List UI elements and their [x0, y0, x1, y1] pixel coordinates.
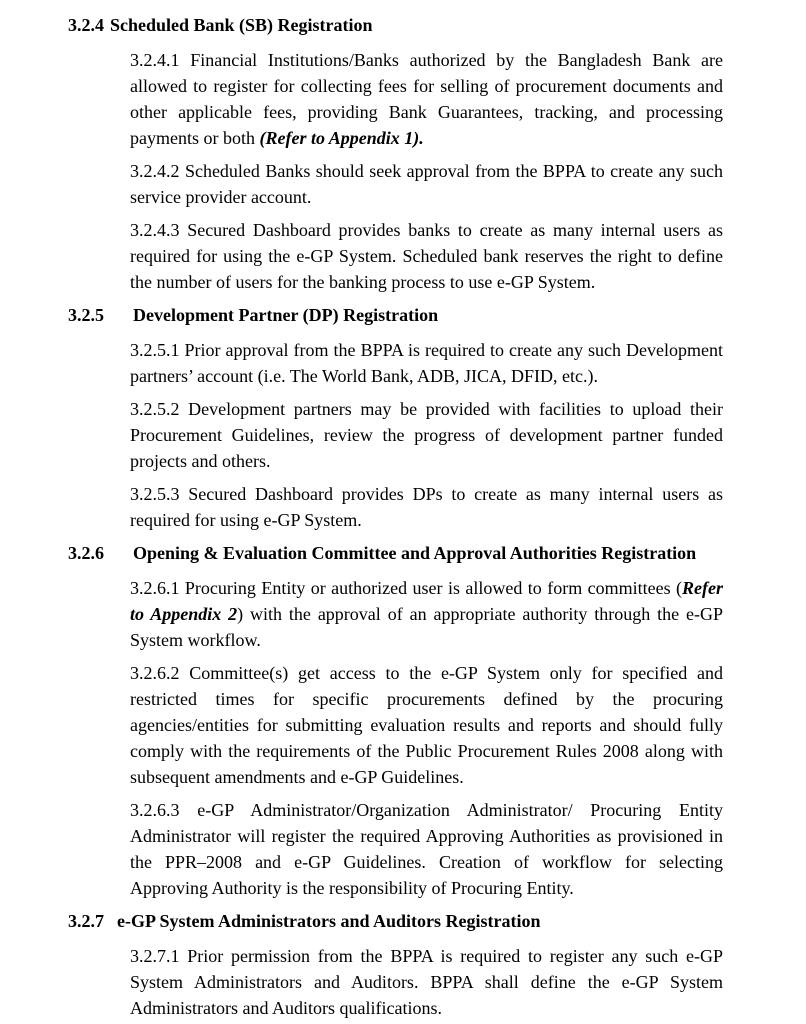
paragraph-text: 3.2.6.2 Committee(s) get access to the e-GP System only for specified and restricted times for specific procurements defined by the procuring agencies/entities for submitting evaluation results and reports and should fully comply with the requirements of the Public Procurement Rules 2008 along with subsequent amendments and e-GP Guidelines.	[130, 663, 723, 787]
section-heading	[68, 540, 723, 566]
section-number: 3.2.5	[68, 305, 104, 325]
section-title: Scheduled Bank (SB) Registration	[110, 15, 373, 35]
paragraph-text: 3.2.5.2 Development partners may be provided with facilities to upload their Procurement Guidelines, review the progress of development partner funded projects and others.	[130, 399, 723, 471]
section-title: e-GP System Administrators and Auditors Registration	[117, 911, 541, 931]
paragraph	[130, 943, 723, 1021]
paragraph-text: 3.2.6.3 e-GP Administrator/Organization Administrator/ Procuring Entity Administrator will register the required Approving Authorities as provisioned in the PPR–2008 and e-GP Guidelines. Creation of workflow for selecting Approving Authority is the responsibility of Procuring Entity.	[130, 800, 723, 898]
paragraph	[130, 396, 723, 474]
paragraph-text: 3.2.6.1 Procuring Entity or authorized user is allowed to form committees (	[130, 578, 683, 598]
section-heading	[68, 908, 723, 934]
paragraph	[130, 660, 723, 790]
section-title: Development Partner (DP) Registration	[133, 305, 439, 325]
paragraph	[130, 481, 723, 533]
paragraph-text: 3.2.5.1 Prior approval from the BPPA is required to create any such Development partners’ account (i.e. The World Bank, ADB, JICA, DFID, etc.).	[130, 340, 723, 386]
section-heading	[68, 12, 723, 38]
paragraph	[130, 158, 723, 210]
section-title: Opening & Evaluation Committee and Approval Authorities Registration	[133, 543, 697, 563]
paragraph-emphasis: Refer to Appendix 2	[130, 578, 723, 624]
section-3-2-7	[68, 908, 723, 1021]
paragraph-text: 3.2.5.3 Secured Dashboard provides DPs to create as many internal users as required for using e-GP System.	[130, 484, 723, 530]
section-3-2-4	[68, 12, 723, 295]
paragraph-text: 3.2.4.1 Financial Institutions/Banks authorized by the Bangladesh Bank are allowed to register for collecting fees for selling of procurement documents and other applicable fees, providing Bank Guarantees, tracking, and processing payments or both	[130, 50, 723, 148]
paragraph	[130, 797, 723, 901]
paragraph	[130, 217, 723, 295]
paragraph	[130, 575, 723, 653]
paragraph-text: 3.2.4.2 Scheduled Banks should seek approval from the BPPA to create any such service provider account.	[130, 161, 723, 207]
paragraph	[130, 47, 723, 151]
paragraph	[130, 337, 723, 389]
section-number: 3.2.4	[68, 15, 104, 35]
section-3-2-5	[68, 302, 723, 533]
paragraph-text: 3.2.4.3 Secured Dashboard provides banks to create as many internal users as required for using the e-GP System. Scheduled bank reserves the right to define the number of users for the banking process to use e-GP System.	[130, 220, 723, 292]
section-3-2-6	[68, 540, 723, 901]
section-number: 3.2.7	[68, 911, 104, 931]
paragraph-text: ) with the approval of an appropriate authority through the e-GP System workflow.	[130, 604, 723, 650]
paragraph-text: 3.2.7.1 Prior permission from the BPPA is required to register any such e-GP System Administrators and Auditors. BPPA shall define the e-GP System Administrators and Auditors qualifications.	[130, 946, 723, 1018]
section-number: 3.2.6	[68, 543, 104, 563]
section-heading	[68, 302, 723, 328]
paragraph-emphasis: (Refer to Appendix 1).	[259, 128, 424, 148]
